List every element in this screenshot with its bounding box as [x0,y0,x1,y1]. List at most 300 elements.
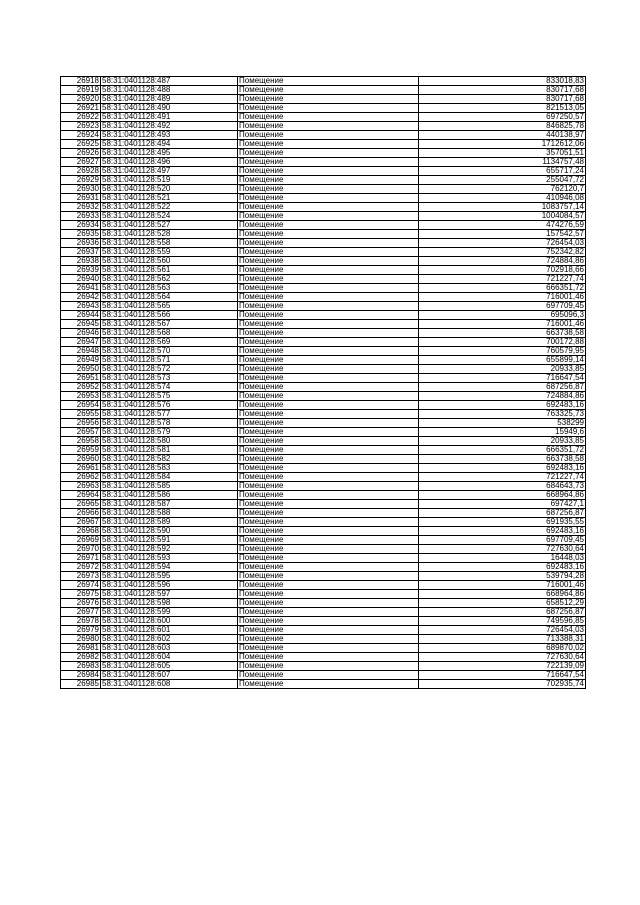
cadastral-number-cell: 58:31:0401128:585 [101,482,238,491]
object-type-cell: Помещение [238,401,419,410]
object-type-cell: Помещение [238,536,419,545]
cadastral-number-cell: 58:31:0401128:601 [101,626,238,635]
table-row [61,239,586,248]
table-row [61,572,586,581]
row-number-cell: 26976 [61,599,101,608]
table-row [61,95,586,104]
cadastral-number-cell: 58:31:0401128:519 [101,176,238,185]
row-number-cell: 26954 [61,401,101,410]
table-row [61,473,586,482]
row-number-cell: 26946 [61,329,101,338]
row-number-cell: 26951 [61,374,101,383]
cadastral-value-cell: 716647,54 [419,671,586,680]
table-row [61,113,586,122]
cadastral-number-cell: 58:31:0401128:604 [101,653,238,662]
object-type-cell: Помещение [238,266,419,275]
table-body [61,77,586,689]
cadastral-number-cell: 58:31:0401128:600 [101,617,238,626]
cadastral-value-cell: 692483,16 [419,563,586,572]
row-number-cell: 26940 [61,275,101,284]
object-type-cell: Помещение [238,95,419,104]
row-number-cell: 26928 [61,167,101,176]
table-row [61,617,586,626]
table-row [61,284,586,293]
cadastral-value-cell: 724884,86 [419,257,586,266]
row-number-cell: 26923 [61,122,101,131]
cadastral-value-cell: 697250,57 [419,113,586,122]
row-number-cell: 26937 [61,248,101,257]
row-number-cell: 26983 [61,662,101,671]
table-row [61,347,586,356]
row-number-cell: 26929 [61,176,101,185]
cadastral-value-cell: 1083757,14 [419,203,586,212]
cadastral-value-cell: 763325,73 [419,410,586,419]
cadastral-number-cell: 58:31:0401128:596 [101,581,238,590]
row-number-cell: 26982 [61,653,101,662]
cadastral-value-cell: 1004084,57 [419,212,586,221]
cadastral-number-cell: 58:31:0401128:561 [101,266,238,275]
table-row [61,356,586,365]
table-row [61,158,586,167]
table-row [61,536,586,545]
cadastral-number-cell: 58:31:0401128:602 [101,635,238,644]
cadastral-value-cell: 440138,97 [419,131,586,140]
table-row [61,500,586,509]
table-row [61,311,586,320]
row-number-cell: 26975 [61,590,101,599]
table-row [61,455,586,464]
table-row [61,203,586,212]
table-row [61,428,586,437]
cadastral-number-cell: 58:31:0401128:563 [101,284,238,293]
row-number-cell: 26980 [61,635,101,644]
cadastral-number-cell: 58:31:0401128:590 [101,527,238,536]
object-type-cell: Помещение [238,284,419,293]
cadastral-number-cell: 58:31:0401128:584 [101,473,238,482]
row-number-cell: 26925 [61,140,101,149]
object-type-cell: Помещение [238,149,419,158]
cadastral-number-cell: 58:31:0401128:572 [101,365,238,374]
object-type-cell: Помещение [238,446,419,455]
cadastral-value-cell: 655899,14 [419,356,586,365]
object-type-cell: Помещение [238,131,419,140]
row-number-cell: 26944 [61,311,101,320]
table-row [61,293,586,302]
cadastral-number-cell: 58:31:0401128:574 [101,383,238,392]
row-number-cell: 26934 [61,221,101,230]
cadastral-number-cell: 58:31:0401128:573 [101,374,238,383]
cadastral-value-cell: 663738,58 [419,329,586,338]
cadastral-number-cell: 58:31:0401128:575 [101,392,238,401]
cadastral-value-cell: 726454,03 [419,239,586,248]
cadastral-number-cell: 58:31:0401128:607 [101,671,238,680]
cadastral-number-cell: 58:31:0401128:587 [101,500,238,509]
cadastral-value-cell: 20933,85 [419,437,586,446]
cadastral-number-cell: 58:31:0401128:522 [101,203,238,212]
row-number-cell: 26952 [61,383,101,392]
cadastral-value-cell: 716001,46 [419,293,586,302]
row-number-cell: 26957 [61,428,101,437]
row-number-cell: 26931 [61,194,101,203]
cadastral-value-cell: 668964,86 [419,590,586,599]
table-row [61,194,586,203]
table-row [61,176,586,185]
row-number-cell: 26943 [61,302,101,311]
table-row [61,446,586,455]
row-number-cell: 26967 [61,518,101,527]
cadastral-value-cell: 687256,87 [419,509,586,518]
row-number-cell: 26970 [61,545,101,554]
table-row [61,599,586,608]
table-row [61,626,586,635]
row-number-cell: 26920 [61,95,101,104]
cadastral-number-cell: 58:31:0401128:603 [101,644,238,653]
cadastral-value-cell: 727630,64 [419,545,586,554]
object-type-cell: Помещение [238,617,419,626]
object-type-cell: Помещение [238,599,419,608]
cadastral-value-cell: 691935,55 [419,518,586,527]
row-number-cell: 26984 [61,671,101,680]
cadastral-value-cell: 666351,72 [419,284,586,293]
cadastral-value-cell: 762120,7 [419,185,586,194]
object-type-cell: Помещение [238,671,419,680]
cadastral-number-cell: 58:31:0401128:570 [101,347,238,356]
cadastral-value-cell: 830717,68 [419,86,586,95]
cadastral-number-cell: 58:31:0401128:567 [101,320,238,329]
cadastral-value-cell: 722139,09 [419,662,586,671]
cadastral-number-cell: 58:31:0401128:605 [101,662,238,671]
object-type-cell: Помещение [238,464,419,473]
cadastral-number-cell: 58:31:0401128:491 [101,113,238,122]
cadastral-value-cell: 689870,02 [419,644,586,653]
object-type-cell: Помещение [238,608,419,617]
cadastral-number-cell: 58:31:0401128:582 [101,455,238,464]
cadastral-value-cell: 474276,59 [419,221,586,230]
cadastral-number-cell: 58:31:0401128:520 [101,185,238,194]
cadastral-value-cell: 830717,68 [419,95,586,104]
row-number-cell: 26955 [61,410,101,419]
cadastral-value-cell: 663738,58 [419,455,586,464]
row-number-cell: 26966 [61,509,101,518]
row-number-cell: 26948 [61,347,101,356]
cadastral-number-cell: 58:31:0401128:592 [101,545,238,554]
cadastral-number-cell: 58:31:0401128:568 [101,329,238,338]
cadastral-value-cell: 658512,29 [419,599,586,608]
table-row [61,140,586,149]
table-row [61,509,586,518]
table-row [61,221,586,230]
object-type-cell: Помещение [238,419,419,428]
table-row [61,635,586,644]
table-row [61,653,586,662]
object-type-cell: Помещение [238,320,419,329]
object-type-cell: Помещение [238,158,419,167]
cadastral-number-cell: 58:31:0401128:571 [101,356,238,365]
cadastral-value-cell: 697709,45 [419,536,586,545]
cadastral-number-cell: 58:31:0401128:489 [101,95,238,104]
cadastral-number-cell: 58:31:0401128:488 [101,86,238,95]
row-number-cell: 26936 [61,239,101,248]
cadastral-value-cell: 716647,54 [419,374,586,383]
cadastral-value-cell: 716001,46 [419,320,586,329]
table-row [61,554,586,563]
row-number-cell: 26942 [61,293,101,302]
property-table [60,76,586,689]
table-row [61,608,586,617]
object-type-cell: Помещение [238,383,419,392]
row-number-cell: 26927 [61,158,101,167]
cadastral-value-cell: 726454,03 [419,626,586,635]
object-type-cell: Помещение [238,410,419,419]
object-type-cell: Помещение [238,590,419,599]
cadastral-number-cell: 58:31:0401128:566 [101,311,238,320]
object-type-cell: Помещение [238,662,419,671]
table-row [61,104,586,113]
table-row [61,410,586,419]
table-row [61,212,586,221]
row-number-cell: 26979 [61,626,101,635]
object-type-cell: Помещение [238,500,419,509]
object-type-cell: Помещение [238,491,419,500]
table-row [61,365,586,374]
table-row [61,482,586,491]
cadastral-value-cell: 724884,86 [419,392,586,401]
cadastral-value-cell: 721227,74 [419,275,586,284]
table-row [61,437,586,446]
object-type-cell: Помещение [238,338,419,347]
table-row [61,86,586,95]
table-row [61,563,586,572]
object-type-cell: Помещение [238,176,419,185]
object-type-cell: Помещение [238,518,419,527]
cadastral-value-cell: 410946,08 [419,194,586,203]
table-row [61,248,586,257]
object-type-cell: Помещение [238,545,419,554]
row-number-cell: 26949 [61,356,101,365]
table-row [61,266,586,275]
object-type-cell: Помещение [238,248,419,257]
table-row [61,275,586,284]
row-number-cell: 26961 [61,464,101,473]
cadastral-number-cell: 58:31:0401128:490 [101,104,238,113]
row-number-cell: 26972 [61,563,101,572]
row-number-cell: 26968 [61,527,101,536]
cadastral-number-cell: 58:31:0401128:496 [101,158,238,167]
object-type-cell: Помещение [238,392,419,401]
row-number-cell: 26921 [61,104,101,113]
row-number-cell: 26932 [61,203,101,212]
table-row [61,257,586,266]
table-row [61,581,586,590]
object-type-cell: Помещение [238,212,419,221]
cadastral-number-cell: 58:31:0401128:588 [101,509,238,518]
cadastral-number-cell: 58:31:0401128:595 [101,572,238,581]
cadastral-value-cell: 539794,28 [419,572,586,581]
cadastral-value-cell: 157542,57 [419,230,586,239]
cadastral-value-cell: 538299 [419,419,586,428]
cadastral-number-cell: 58:31:0401128:593 [101,554,238,563]
cadastral-number-cell: 58:31:0401128:521 [101,194,238,203]
object-type-cell: Помещение [238,680,419,689]
table-row [61,680,586,689]
table-row [61,644,586,653]
row-number-cell: 26963 [61,482,101,491]
cadastral-number-cell: 58:31:0401128:497 [101,167,238,176]
row-number-cell: 26977 [61,608,101,617]
object-type-cell: Помещение [238,563,419,572]
row-number-cell: 26919 [61,86,101,95]
object-type-cell: Помещение [238,437,419,446]
object-type-cell: Помещение [238,347,419,356]
cadastral-value-cell: 692483,16 [419,527,586,536]
object-type-cell: Помещение [238,113,419,122]
row-number-cell: 26945 [61,320,101,329]
object-type-cell: Помещение [238,653,419,662]
cadastral-number-cell: 58:31:0401128:559 [101,248,238,257]
cadastral-number-cell: 58:31:0401128:560 [101,257,238,266]
cadastral-value-cell: 668964,86 [419,491,586,500]
cadastral-value-cell: 713388,31 [419,635,586,644]
cadastral-number-cell: 58:31:0401128:586 [101,491,238,500]
cadastral-number-cell: 58:31:0401128:597 [101,590,238,599]
cadastral-value-cell: 846825,78 [419,122,586,131]
row-number-cell: 26922 [61,113,101,122]
cadastral-value-cell: 1712612,06 [419,140,586,149]
row-number-cell: 26965 [61,500,101,509]
cadastral-value-cell: 833018,83 [419,77,586,86]
row-number-cell: 26941 [61,284,101,293]
table-row [61,131,586,140]
table-row [61,230,586,239]
object-type-cell: Помещение [238,185,419,194]
cadastral-value-cell: 727630,64 [419,653,586,662]
object-type-cell: Помещение [238,77,419,86]
table-row [61,518,586,527]
cadastral-value-cell: 695096,3 [419,311,586,320]
cadastral-value-cell: 15949,6 [419,428,586,437]
object-type-cell: Помещение [238,626,419,635]
cadastral-number-cell: 58:31:0401128:569 [101,338,238,347]
row-number-cell: 26958 [61,437,101,446]
table-row [61,419,586,428]
cadastral-value-cell: 684643,73 [419,482,586,491]
cadastral-number-cell: 58:31:0401128:558 [101,239,238,248]
cadastral-value-cell: 357051,51 [419,149,586,158]
cadastral-number-cell: 58:31:0401128:492 [101,122,238,131]
cadastral-number-cell: 58:31:0401128:581 [101,446,238,455]
cadastral-number-cell: 58:31:0401128:564 [101,293,238,302]
row-number-cell: 26969 [61,536,101,545]
object-type-cell: Помещение [238,482,419,491]
cadastral-number-cell: 58:31:0401128:591 [101,536,238,545]
table-row [61,302,586,311]
cadastral-value-cell: 702918,66 [419,266,586,275]
table-row [61,167,586,176]
object-type-cell: Помещение [238,365,419,374]
row-number-cell: 26964 [61,491,101,500]
row-number-cell: 26935 [61,230,101,239]
row-number-cell: 26985 [61,680,101,689]
table-row [61,374,586,383]
table-row [61,329,586,338]
object-type-cell: Помещение [238,374,419,383]
row-number-cell: 26939 [61,266,101,275]
cadastral-value-cell: 697427,1 [419,500,586,509]
cadastral-number-cell: 58:31:0401128:598 [101,599,238,608]
cadastral-number-cell: 58:31:0401128:493 [101,131,238,140]
row-number-cell: 26933 [61,212,101,221]
row-number-cell: 26953 [61,392,101,401]
row-number-cell: 26950 [61,365,101,374]
table-row [61,320,586,329]
object-type-cell: Помещение [238,311,419,320]
table-row [61,185,586,194]
cadastral-value-cell: 20933,85 [419,365,586,374]
row-number-cell: 26926 [61,149,101,158]
object-type-cell: Помещение [238,230,419,239]
cadastral-number-cell: 58:31:0401128:580 [101,437,238,446]
row-number-cell: 26959 [61,446,101,455]
table-row [61,527,586,536]
cadastral-value-cell: 16448,03 [419,554,586,563]
cadastral-number-cell: 58:31:0401128:495 [101,149,238,158]
object-type-cell: Помещение [238,221,419,230]
cadastral-value-cell: 716001,46 [419,581,586,590]
object-type-cell: Помещение [238,455,419,464]
cadastral-number-cell: 58:31:0401128:527 [101,221,238,230]
cadastral-value-cell: 655717,24 [419,167,586,176]
table-row [61,77,586,86]
table-row [61,338,586,347]
row-number-cell: 26947 [61,338,101,347]
object-type-cell: Помещение [238,356,419,365]
object-type-cell: Помещение [238,203,419,212]
cadastral-number-cell: 58:31:0401128:528 [101,230,238,239]
cadastral-number-cell: 58:31:0401128:562 [101,275,238,284]
cadastral-value-cell: 692483,16 [419,401,586,410]
table-row [61,491,586,500]
cadastral-value-cell: 666351,72 [419,446,586,455]
cadastral-number-cell: 58:31:0401128:487 [101,77,238,86]
object-type-cell: Помещение [238,140,419,149]
row-number-cell: 26974 [61,581,101,590]
object-type-cell: Помещение [238,104,419,113]
object-type-cell: Помещение [238,302,419,311]
cadastral-number-cell: 58:31:0401128:578 [101,419,238,428]
cadastral-number-cell: 58:31:0401128:494 [101,140,238,149]
cadastral-value-cell: 752342,82 [419,248,586,257]
table-row [61,662,586,671]
object-type-cell: Помещение [238,239,419,248]
table-row [61,671,586,680]
cadastral-value-cell: 721227,74 [419,473,586,482]
object-type-cell: Помещение [238,644,419,653]
property-register-sheet [60,76,585,689]
row-number-cell: 26962 [61,473,101,482]
row-number-cell: 26981 [61,644,101,653]
row-number-cell: 26930 [61,185,101,194]
row-number-cell: 26960 [61,455,101,464]
object-type-cell: Помещение [238,428,419,437]
table-row [61,122,586,131]
cadastral-value-cell: 697709,45 [419,302,586,311]
object-type-cell: Помещение [238,635,419,644]
table-row [61,545,586,554]
row-number-cell: 26918 [61,77,101,86]
cadastral-number-cell: 58:31:0401128:599 [101,608,238,617]
cadastral-number-cell: 58:31:0401128:579 [101,428,238,437]
object-type-cell: Помещение [238,293,419,302]
